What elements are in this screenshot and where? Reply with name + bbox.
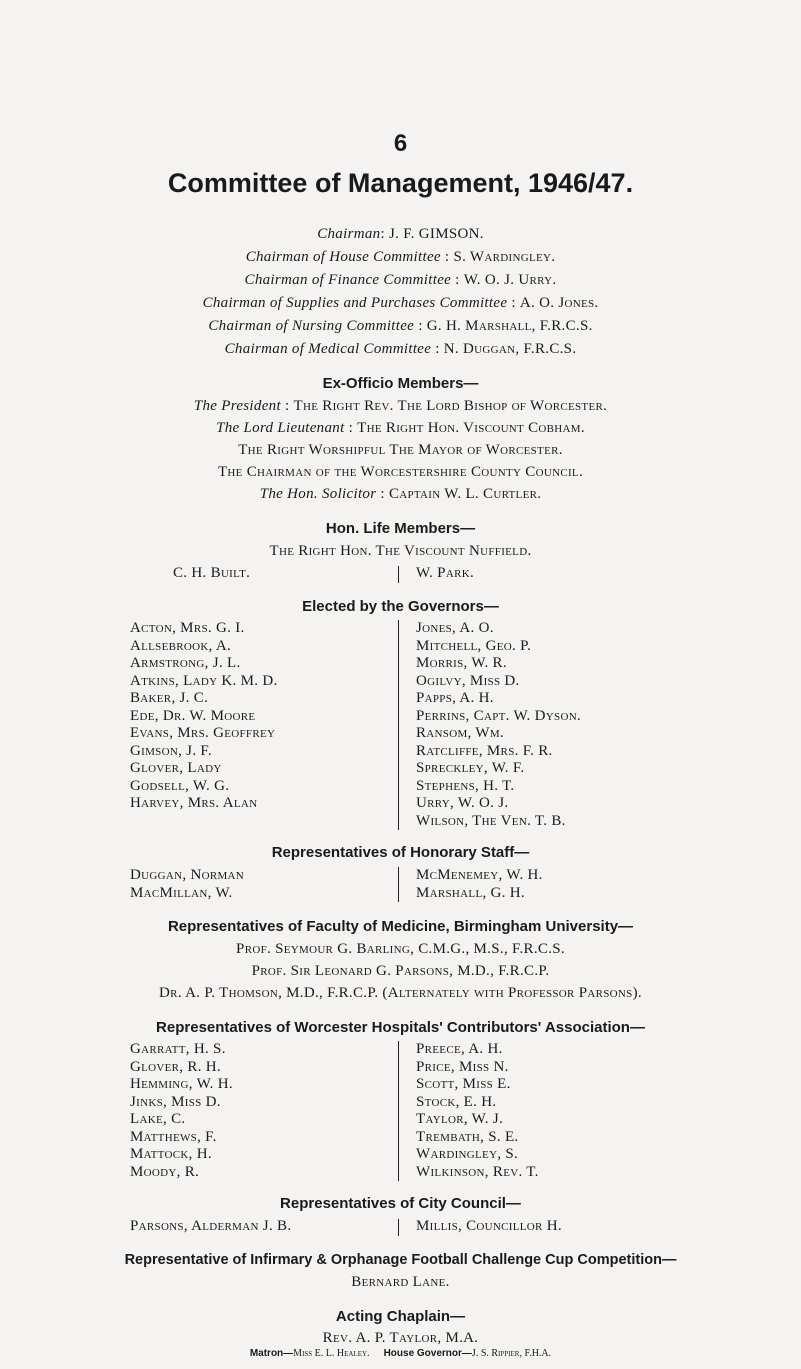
football-name: Bernard Lane. xyxy=(351,1274,450,1290)
list-item: Godsell, W. G. xyxy=(130,777,230,794)
list-item: Duggan, Norman xyxy=(130,867,245,883)
list-item: Wardingley, S. xyxy=(416,1146,519,1162)
governors-left-column xyxy=(130,620,278,813)
life-member-right: W. Park. xyxy=(416,565,474,581)
ex-officio-heading: Ex-Officio Members— xyxy=(322,375,479,392)
column-divider xyxy=(398,1041,399,1181)
faculty-line: Prof. Seymour G. Barling, C.M.G., M.S., F.R.C.S. xyxy=(236,941,565,957)
football-heading: Representative of Infirmary & Orphanage Football Challenge Cup Competition— xyxy=(124,1252,677,1268)
list-item: Marshall, G. H. xyxy=(416,884,525,901)
faculty-line: Dr. A. P. Thomson, M.D., F.R.C.P. (Alternately with Professor Parsons). xyxy=(159,985,642,1001)
life-member-left: C. H. Built. xyxy=(173,565,251,581)
list-item: Ratcliffe, Mrs. F. R. xyxy=(416,742,553,759)
chaplain-heading: Acting Chaplain— xyxy=(335,1308,466,1325)
honorary-staff-heading: Representatives of Honorary Staff— xyxy=(271,844,530,861)
chairman-line: Chairman of Supplies and Purchases Committee : A. O. Jones. xyxy=(202,295,599,311)
list-item: Allsebrook, A. xyxy=(130,637,232,654)
list-item: Stephens, H. T. xyxy=(416,777,515,794)
house-governor-heading: House Governor— xyxy=(383,1348,472,1359)
list-item: Taylor, W. J. xyxy=(416,1111,504,1127)
house-governor-name: J. S. Rippier, F.H.A. xyxy=(471,1348,552,1359)
list-item: Acton, Mrs. G. I. xyxy=(130,620,245,636)
matron-heading: Matron— xyxy=(249,1348,294,1359)
faculty-heading: Representatives of Faculty of Medicine, Birmingham University— xyxy=(167,918,634,935)
list-item: Jones, A. O. xyxy=(416,620,494,636)
contributors-right-column xyxy=(416,1041,539,1181)
column-divider xyxy=(398,566,399,583)
life-members-heading: Hon. Life Members— xyxy=(325,520,476,537)
list-item: Price, Miss N. xyxy=(416,1058,509,1075)
column-divider xyxy=(398,620,399,830)
contributors-heading: Representatives of Worcester Hospitals' Contributors' Association— xyxy=(156,1019,645,1036)
list-item: Jinks, Miss D. xyxy=(130,1093,221,1110)
contributors-left-column xyxy=(130,1041,233,1181)
list-item: Glover, Lady xyxy=(130,760,222,776)
list-item: Wilkinson, Rev. T. xyxy=(416,1163,539,1180)
list-item: Papps, A. H. xyxy=(416,690,494,706)
list-item: Wilson, The Ven. T. B. xyxy=(416,812,566,829)
list-item: McMenemey, W. H. xyxy=(416,867,543,883)
list-item: Glover, R. H. xyxy=(130,1058,221,1075)
list-item: Atkins, Lady K. M. D. xyxy=(130,672,278,689)
column-divider xyxy=(398,867,399,902)
list-item: Armstrong, J. L. xyxy=(130,655,241,671)
matron-name: Miss E. L. Healey. xyxy=(293,1348,370,1359)
list-item: Ransom, Wm. xyxy=(416,725,504,741)
list-item: Hemming, W. H. xyxy=(130,1076,233,1092)
list-item: Spreckley, W. F. xyxy=(416,760,525,776)
list-item: Garratt, H. S. xyxy=(130,1041,226,1057)
city-council-left: Parsons, Alderman J. B. xyxy=(130,1218,292,1234)
honorary-staff-right-column xyxy=(416,867,543,902)
ex-officio-line: The Lord Lieutenant : The Right Hon. Viscount Cobham. xyxy=(216,420,585,436)
list-item: Perrins, Capt. W. Dyson. xyxy=(416,707,581,724)
ex-officio-line: The President : The Right Rev. The Lord Bishop of Worcester. xyxy=(193,398,608,414)
list-item: Stock, E. H. xyxy=(416,1093,497,1110)
chairman-line: Chairman of Nursing Committee : G. H. Marshall, F.R.C.S. xyxy=(208,318,593,334)
ex-officio-line: The Chairman of the Worcestershire County Council. xyxy=(217,464,584,480)
list-item: Ogilvy, Miss D. xyxy=(416,672,520,689)
faculty-line: Prof. Sir Leonard G. Parsons, M.D., F.R.C.P. xyxy=(251,963,550,979)
list-item: Matthews, F. xyxy=(130,1128,217,1145)
list-item: Mattock, H. xyxy=(130,1146,212,1162)
list-item: Scott, Miss E. xyxy=(416,1076,511,1092)
city-council-right: Millis, Councillor H. xyxy=(416,1218,562,1234)
list-item: Mitchell, Geo. P. xyxy=(416,637,532,654)
list-item: Lake, C. xyxy=(130,1111,186,1127)
governors-heading: Elected by the Governors— xyxy=(302,598,499,615)
page-number: 6 xyxy=(393,130,408,157)
trailing-entries xyxy=(0,1348,801,1369)
list-item: Trembath, S. E. xyxy=(416,1128,519,1145)
honorary-staff-left-column xyxy=(130,867,244,902)
list-item: Urry, W. O. J. xyxy=(416,795,509,811)
list-item: Ede, Dr. W. Moore xyxy=(130,707,256,724)
governors-right-column xyxy=(416,620,581,830)
city-council-heading: Representatives of City Council— xyxy=(280,1195,521,1212)
list-item: Harvey, Mrs. Alan xyxy=(130,795,258,811)
chairman-line: Chairman of Medical Committee : N. Duggan, F.R.C.S. xyxy=(224,341,577,357)
chairman-line: Chairman of House Committee : S. Wardingley. xyxy=(245,249,556,265)
ex-officio-line: The Hon. Solicitor : Captain W. L. Curtler. xyxy=(259,486,542,502)
chaplain-name: Rev. A. P. Taylor, M.A. xyxy=(322,1330,479,1346)
chairman-line: Chairman of Finance Committee : W. O. J. Urry. xyxy=(244,272,557,288)
list-item: MacMillan, W. xyxy=(130,884,233,901)
list-item: Gimson, J. F. xyxy=(130,742,212,759)
list-item: Morris, W. R. xyxy=(416,655,507,671)
list-item: Evans, Mrs. Geoffrey xyxy=(130,725,276,741)
life-member-line: The Right Hon. The Viscount Nuffield. xyxy=(269,543,532,559)
list-item: Preece, A. H. xyxy=(416,1041,503,1057)
list-item: Baker, J. C. xyxy=(130,690,209,706)
ex-officio-line: The Right Worshipful The Mayor of Worcester. xyxy=(238,442,563,458)
page-title: Committee of Management, 1946/47. xyxy=(167,168,634,198)
column-divider xyxy=(398,1219,399,1236)
chairman-line: Chairman: J. F. GIMSON. xyxy=(317,226,484,242)
list-item: Moody, R. xyxy=(130,1163,200,1180)
